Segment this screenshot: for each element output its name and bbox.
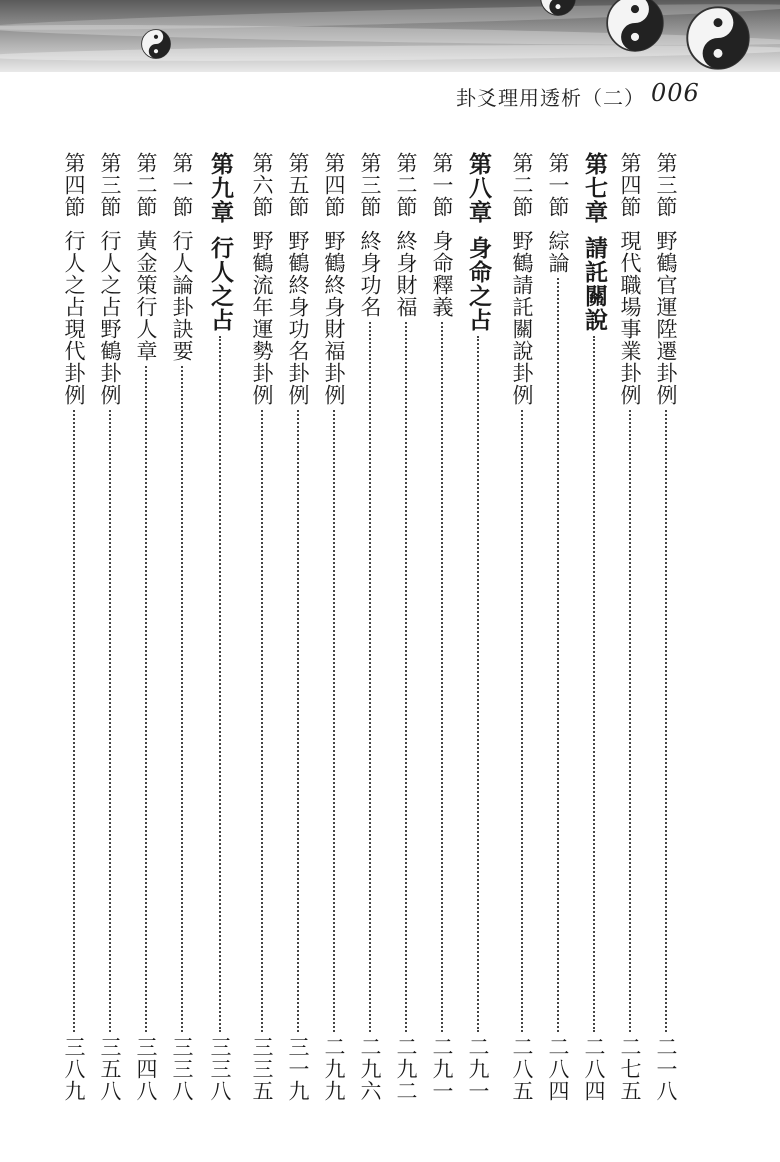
toc-page-number: 二九一 xyxy=(466,1036,490,1102)
toc-title: 請託關說 xyxy=(581,236,608,332)
toc-leader-dots xyxy=(477,336,479,1032)
toc-page-number: 三三八 xyxy=(208,1036,232,1102)
toc-leader-dots xyxy=(369,322,371,1032)
toc-section-number: 第一節 xyxy=(546,152,570,218)
toc-title: 現代職場事業卦例 xyxy=(618,230,642,406)
toc-section-number: 第三節 xyxy=(98,152,122,218)
toc-section-number: 第二節 xyxy=(510,152,534,218)
toc-leader-dots xyxy=(73,410,75,1032)
toc-title: 綜論 xyxy=(546,230,570,274)
toc-entry[interactable] xyxy=(165,152,199,1102)
toc-title: 身命之占 xyxy=(465,236,492,332)
toc-leader-dots xyxy=(297,410,299,1032)
toc-section-number: 第六節 xyxy=(250,152,274,218)
toc-section-number: 第二節 xyxy=(394,152,418,218)
toc-title: 終身功名 xyxy=(358,230,382,318)
toc-entry[interactable] xyxy=(389,152,423,1102)
toc-entry[interactable] xyxy=(129,152,163,1102)
toc-entry[interactable] xyxy=(541,152,575,1102)
toc-section-number: 第五節 xyxy=(286,152,310,218)
toc-page-number: 二九二 xyxy=(394,1036,418,1102)
toc-title: 野鶴官運陞遷卦例 xyxy=(654,230,678,406)
toc-entry[interactable] xyxy=(613,152,647,1102)
toc-leader-dots xyxy=(557,278,559,1032)
toc-page-number: 三三八 xyxy=(170,1036,194,1102)
toc-chapter-number: 第八章 xyxy=(465,152,492,224)
toc-page-number: 三一九 xyxy=(286,1036,310,1102)
toc-title: 身命釋義 xyxy=(430,230,454,318)
toc-entry[interactable] xyxy=(505,152,539,1102)
toc-leader-dots xyxy=(261,410,263,1032)
toc-section-number: 第二節 xyxy=(134,152,158,218)
toc-leader-dots xyxy=(333,410,335,1032)
toc-title: 行人之占野鶴卦例 xyxy=(98,230,122,406)
toc-entry[interactable] xyxy=(425,152,459,1102)
toc-page-number: 三四八 xyxy=(134,1036,158,1102)
toc-page-number: 二八四 xyxy=(582,1036,606,1102)
toc-chapter-entry[interactable] xyxy=(461,152,495,1102)
toc-entry[interactable] xyxy=(245,152,279,1102)
toc-page-number: 二八四 xyxy=(546,1036,570,1102)
toc-section-number: 第一節 xyxy=(430,152,454,218)
toc-section-number: 第一節 xyxy=(170,152,194,218)
toc-section-number: 第三節 xyxy=(358,152,382,218)
toc-leader-dots xyxy=(181,366,183,1032)
toc-entry[interactable] xyxy=(649,152,683,1102)
toc-page-number: 二九九 xyxy=(322,1036,346,1102)
toc-leader-dots xyxy=(219,336,221,1032)
toc-leader-dots xyxy=(593,336,595,1032)
toc-page-number: 二一八 xyxy=(654,1036,678,1102)
toc-title: 野鶴請託關說卦例 xyxy=(510,230,534,406)
toc-leader-dots xyxy=(405,322,407,1032)
toc-title: 行人之占 xyxy=(207,236,234,332)
toc-section-number: 第三節 xyxy=(654,152,678,218)
toc-leader-dots xyxy=(109,410,111,1032)
toc-section-number: 第四節 xyxy=(62,152,86,218)
toc-page-number: 二八五 xyxy=(510,1036,534,1102)
toc-page-number: 三三五 xyxy=(250,1036,274,1102)
toc-entry[interactable] xyxy=(353,152,387,1102)
toc-title: 行人之占現代卦例 xyxy=(62,230,86,406)
toc-page-number: 二九六 xyxy=(358,1036,382,1102)
toc-chapter-entry[interactable] xyxy=(577,152,611,1102)
page-number: 006 xyxy=(651,79,700,107)
toc-section-number: 第四節 xyxy=(322,152,346,218)
toc-chapter-number: 第九章 xyxy=(207,152,234,224)
toc-page-number: 三八九 xyxy=(62,1036,86,1102)
toc-entry[interactable] xyxy=(57,152,91,1102)
toc-leader-dots xyxy=(441,322,443,1032)
toc-title: 野鶴終身財福卦例 xyxy=(322,230,346,406)
toc-title: 行人論卦訣要 xyxy=(170,230,194,362)
toc-entry[interactable] xyxy=(93,152,127,1102)
toc-section-number: 第四節 xyxy=(618,152,642,218)
toc-title: 野鶴流年運勢卦例 xyxy=(250,230,274,406)
toc-chapter-number: 第七章 xyxy=(581,152,608,224)
toc-page-number: 二七五 xyxy=(618,1036,642,1102)
toc-leader-dots xyxy=(665,410,667,1032)
toc-chapter-entry[interactable] xyxy=(203,152,237,1102)
toc-page-number: 三五八 xyxy=(98,1036,122,1102)
toc-page-number: 二九一 xyxy=(430,1036,454,1102)
toc-title: 黃金策行人章 xyxy=(134,230,158,362)
toc-leader-dots xyxy=(521,410,523,1032)
toc-entry[interactable] xyxy=(317,152,351,1102)
book-title: 卦爻理用透析（二） xyxy=(456,86,645,110)
toc-entry[interactable] xyxy=(281,152,315,1102)
toc-leader-dots xyxy=(145,366,147,1032)
toc-title: 終身財福 xyxy=(394,230,418,318)
toc-leader-dots xyxy=(629,410,631,1032)
toc-title: 野鶴終身功名卦例 xyxy=(286,230,310,406)
